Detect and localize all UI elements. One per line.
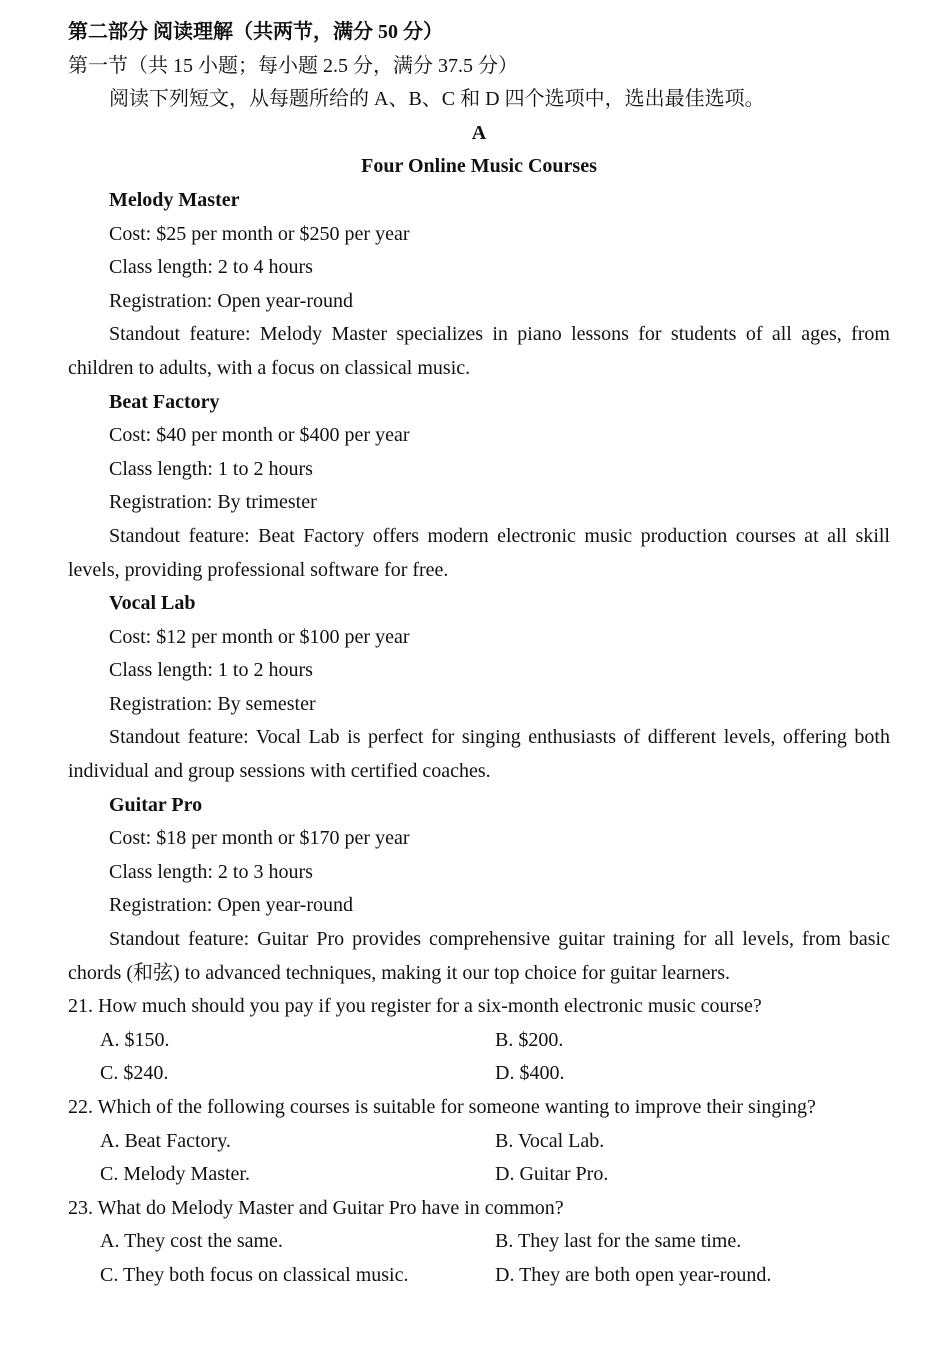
option-b: B. Vocal Lab. (495, 1129, 605, 1152)
course-class-length: Class length: 1 to 2 hours (109, 659, 313, 682)
course-feature: Standout feature: Melody Master specializes in piano lessons for students of all ages, from children to adults, with a focus on classical music. (68, 323, 890, 379)
course-block-beat-factory (68, 386, 890, 588)
question-options (68, 1024, 890, 1091)
course-cost: Cost: $12 per month or $100 per year (109, 625, 410, 648)
passage-letter: A (471, 121, 487, 144)
course-class-length: Class length: 1 to 2 hours (109, 457, 313, 480)
question-21 (68, 990, 890, 1091)
option-a: A. $150. (100, 1028, 170, 1051)
option-b: B. They last for the same time. (495, 1230, 742, 1253)
course-feature: Standout feature: Beat Factory offers modern electronic music production courses at all skill levels, providing professional software for free. (68, 524, 890, 581)
question-options (68, 1125, 890, 1192)
course-class-length: Class length: 2 to 3 hours (109, 860, 313, 883)
option-d: D. They are both open year-round. (495, 1263, 772, 1286)
instruction-text: 阅读下列短文，从每题所给的 A、B、C 和 D 四个选项中，选出最佳选项。 (109, 88, 765, 111)
option-c: C. $240. (100, 1062, 169, 1085)
course-feature: Standout feature: Vocal Lab is perfect for singing enthusiasts of different levels, offering both individual and group sessions with certified coaches. (68, 726, 890, 783)
course-cost: Cost: $40 per month or $400 per year (109, 424, 410, 447)
course-cost: Cost: $18 per month or $170 per year (109, 827, 410, 850)
section-heading: 第一节（共 15 小题；每小题 2.5 分，满分 37.5 分） (68, 54, 518, 77)
course-registration: Registration: By semester (109, 692, 316, 715)
question-stem: 23. What do Melody Master and Guitar Pro have in common? (68, 1196, 564, 1219)
passage-title: Four Online Music Courses (361, 155, 597, 178)
course-block-vocal-lab (68, 587, 890, 789)
course-feature: Standout feature: Guitar Pro provides comprehensive guitar training for all levels, from basic chords (和弦) to advanced techniques, making it our top choice for guitar learners. (68, 928, 890, 984)
option-a: A. Beat Factory. (100, 1129, 231, 1152)
course-name: Melody Master (109, 188, 240, 211)
course-block-melody-master (68, 184, 890, 386)
course-name: Beat Factory (109, 390, 220, 413)
course-registration: Registration: Open year-round (109, 289, 353, 312)
part-heading: 第二部分 阅读理解（共两节，满分 50 分） (68, 21, 443, 43)
option-d: D. Guitar Pro. (495, 1163, 609, 1186)
course-block-guitar-pro (68, 789, 890, 991)
course-name: Vocal Lab (109, 592, 196, 615)
course-cost: Cost: $25 per month or $250 per year (109, 222, 410, 245)
course-registration: Registration: Open year-round (109, 894, 353, 917)
option-c: C. Melody Master. (100, 1163, 250, 1186)
course-class-length: Class length: 2 to 4 hours (109, 256, 313, 279)
option-b: B. $200. (495, 1028, 564, 1051)
question-options (68, 1225, 890, 1292)
question-22 (68, 1091, 890, 1192)
option-d: D. $400. (495, 1062, 565, 1085)
option-a: A. They cost the same. (100, 1230, 283, 1253)
course-registration: Registration: By trimester (109, 491, 317, 514)
question-stem: 22. Which of the following courses is suitable for someone wanting to improve their singing? (68, 1096, 816, 1118)
option-c: C. They both focus on classical music. (100, 1263, 409, 1286)
course-name: Guitar Pro (109, 793, 203, 816)
question-stem: 21. How much should you pay if you register for a six-month electronic music course? (68, 995, 762, 1018)
question-23 (68, 1192, 890, 1293)
